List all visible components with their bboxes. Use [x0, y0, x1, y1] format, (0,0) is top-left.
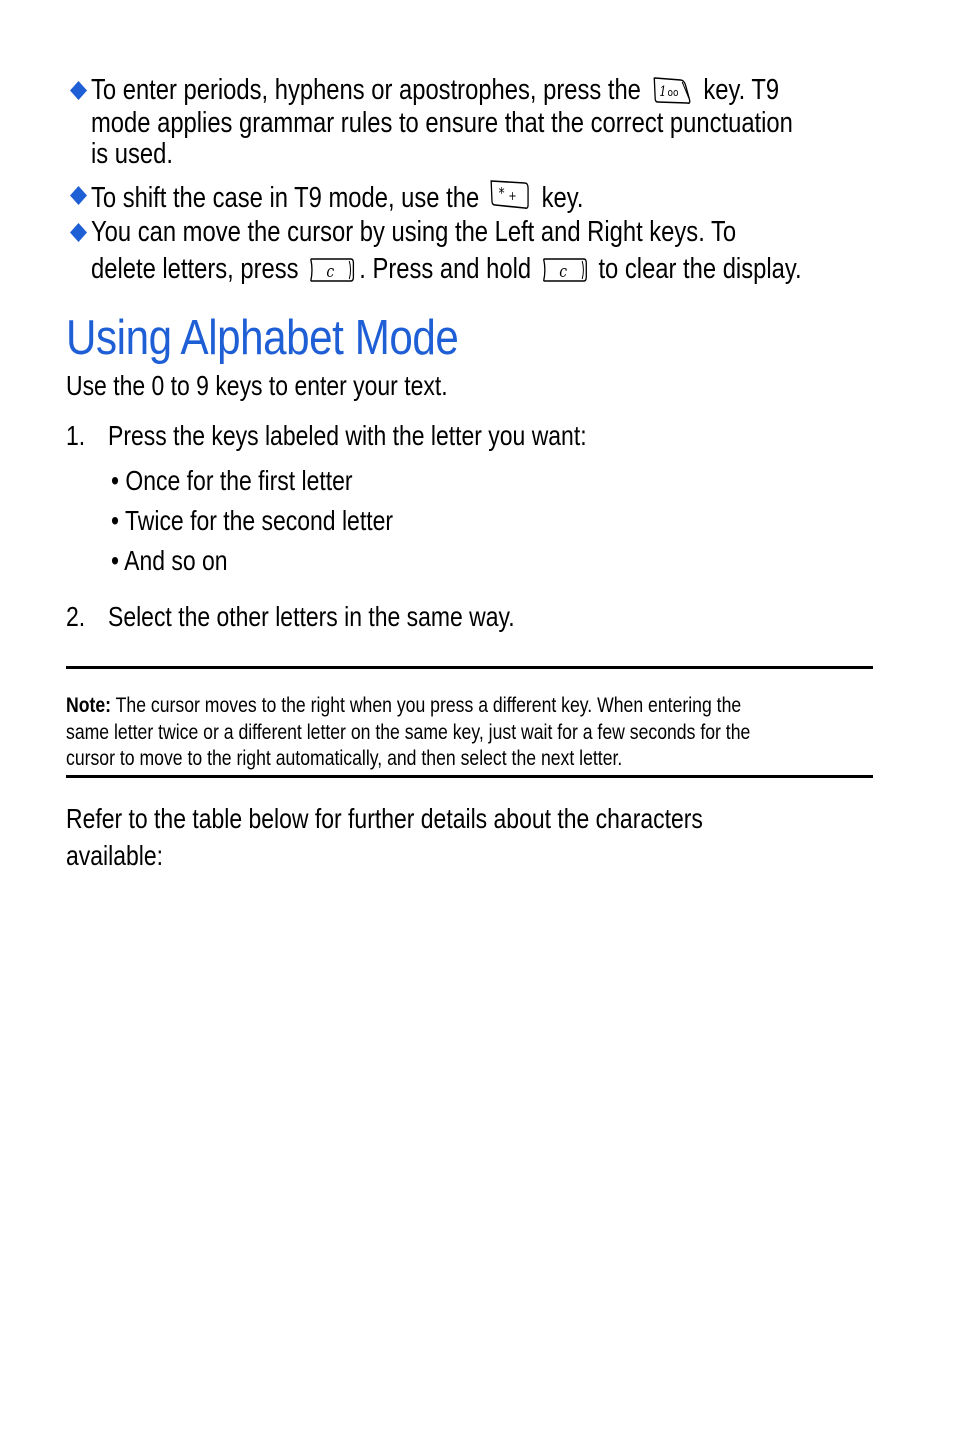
bullet-text: To enter periods, hyphens or apostrophes, press the: [91, 74, 641, 106]
clear-key-icon: [308, 255, 356, 285]
step-number: 1.: [66, 420, 86, 451]
step-1: [66, 420, 89, 452]
one-key-icon: [651, 76, 694, 106]
step-2-text: Select the other letters in the same way.: [108, 601, 515, 632]
intro-text: Use the 0 to 9 keys to enter your text.: [66, 370, 448, 401]
note-bottom-rule: [66, 775, 873, 778]
sub-bullet: • And so on: [111, 545, 228, 576]
svg-text:*: *: [498, 184, 506, 203]
sub-bullet: • Twice for the second letter: [111, 505, 394, 536]
step-1-text: Press the keys labeled with the letter you want:: [108, 420, 587, 451]
diamond-bullet-icon: [70, 223, 87, 242]
note-label: Note:: [66, 693, 112, 717]
bullet-shift-case: To shift the case in T9 mode, use the * + key.: [70, 179, 890, 219]
svg-text:c: c: [559, 262, 567, 282]
sub-bullet: • Once for the first letter: [111, 465, 353, 496]
closing-text-line1: Refer to the table below for further details about the characters: [66, 803, 703, 834]
clear-key-icon: [541, 255, 589, 285]
svg-text:1: 1: [659, 84, 667, 101]
diamond-bullet-icon: [70, 186, 87, 205]
note-box: Note: The cursor moves to the right when you press a different key. When entering the same letter twice or a different letter on the same key, just wait for a few seconds for the cursor to move to the right automatically, and then select the next letter.: [66, 693, 751, 770]
svg-text:+: +: [508, 189, 518, 204]
section-heading: Using Alphabet Mode: [66, 311, 459, 365]
svg-text:c: c: [326, 262, 335, 282]
svg-text:o⁠o: o⁠o: [667, 87, 679, 100]
diamond-bullet-icon: [70, 81, 87, 100]
closing-text-line2: available:: [66, 840, 164, 871]
bullet-punctuation: To enter periods, hyphens or apostrophes, press the 1 o⁠o key. T9 mode applies grammar rules to ensure that the correct punctuation is used.: [70, 74, 890, 174]
note-top-rule: [66, 666, 873, 669]
step-2: [66, 601, 89, 633]
star-key-icon: [489, 179, 532, 211]
bullet-cursor-delete: You can move the cursor by using the Left and Right keys. To delete letters, press c . Press and hold c to clear the display.: [70, 216, 910, 296]
step-number: 2.: [66, 601, 86, 632]
